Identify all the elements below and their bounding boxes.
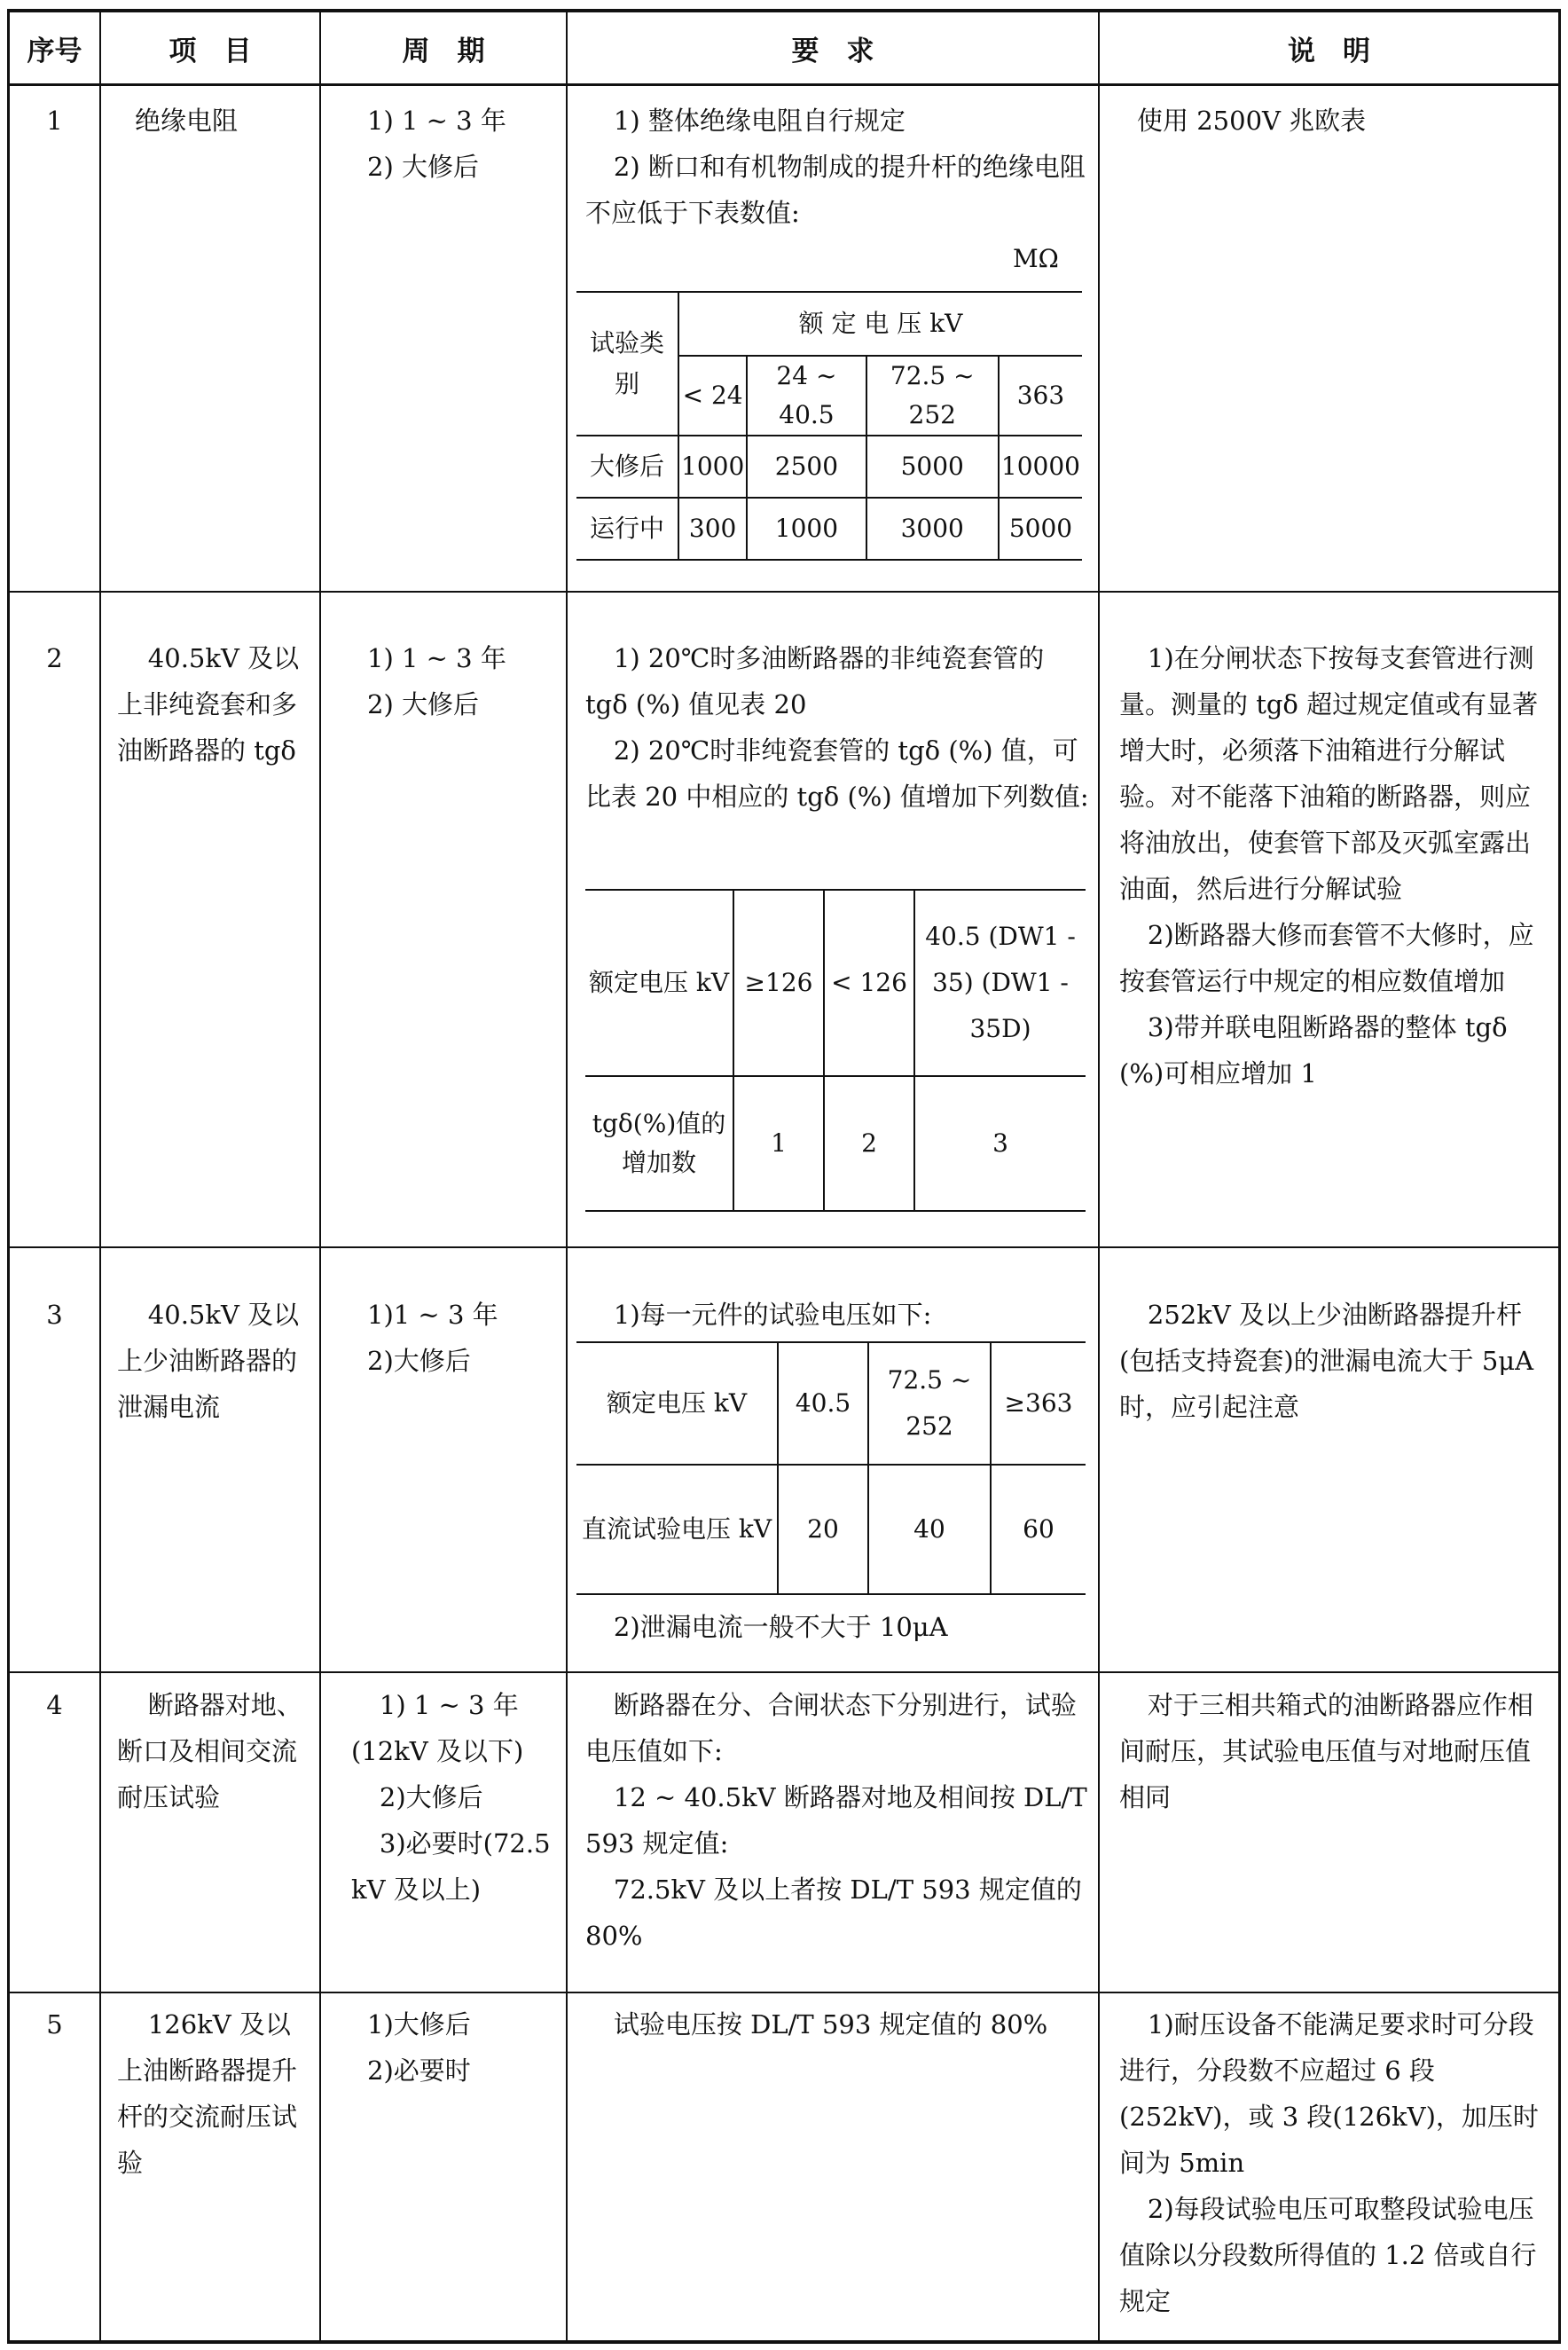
row-period	[367, 635, 562, 727]
row-requirement	[585, 1682, 1091, 1959]
period-line: 3)必要时(72.5 kV 及以上)	[351, 1828, 551, 1905]
table-row-label: 直流试验电压 kV	[576, 1465, 778, 1594]
row-note	[1119, 2001, 1552, 2324]
row-requirement-extra	[585, 1604, 1091, 1650]
table-col-header: ≥126	[733, 890, 824, 1076]
table-cell: 20	[778, 1465, 868, 1594]
table-row-label: 额定电压 kV	[576, 1342, 778, 1465]
table-row-label: 大修后	[576, 436, 678, 498]
table-bottom-border	[7, 2340, 1561, 2344]
table-col-header: 72.5 ~ 252	[866, 356, 999, 436]
row-divider	[7, 1992, 1561, 1993]
table-cell: 5000	[999, 498, 1082, 560]
column-divider	[566, 9, 568, 2344]
table-head-left: 试验类别	[576, 292, 678, 436]
table-cell: 40	[868, 1465, 991, 1594]
table-cell: 10000	[999, 436, 1082, 498]
row-seq: 5	[46, 2009, 63, 2040]
period-line: 1) 1 ~ 3 年 (12kV 及以下)	[351, 1690, 524, 1766]
table-cell: 3000	[866, 498, 999, 560]
tgdelta-increase-table	[585, 889, 1086, 1212]
row-seq: 3	[46, 1300, 63, 1330]
header-seq: 序号	[27, 35, 82, 67]
table-unit: MΩ	[1013, 244, 1059, 273]
period-line: 1) 1 ~ 3 年	[367, 106, 506, 136]
table-row-label: tgδ(%)值的增加数	[585, 1076, 733, 1211]
row-seq: 4	[46, 1690, 63, 1720]
row-note: 使用 2500V 兆欧表	[1137, 106, 1367, 136]
requirement-line: 1) 整体绝缘电阻自行规定	[613, 106, 906, 136]
table-col-header: ≥363	[991, 1342, 1086, 1465]
requirement-line: 1) 20℃时多油断路器的非纯瓷套管的 tgδ (%) 值见表 20	[585, 643, 1045, 719]
period-line: 1) 1 ~ 3 年	[367, 643, 506, 673]
row-item: 40.5kV 及以上非纯瓷套和多油断路器的 tgδ	[117, 643, 300, 766]
requirement-line: 断路器在分、合闸状态下分别进行，试验电压值如下:	[585, 1690, 1077, 1766]
insulation-resistance-table	[576, 291, 1082, 561]
table-cell: 1000	[747, 498, 866, 560]
header-requirement: 要 求	[791, 35, 874, 67]
table-cell: 2	[824, 1076, 914, 1211]
column-divider	[319, 9, 321, 2344]
table-cell: 3	[914, 1076, 1086, 1211]
row-item: 断路器对地、断口及相间交流耐压试验	[117, 1690, 302, 1812]
header-note: 说 明	[1288, 35, 1370, 67]
row-requirement	[585, 2001, 1091, 2047]
row-item: 绝缘电阻	[135, 106, 239, 136]
period-line: 2) 大修后	[367, 152, 479, 182]
requirement-line: 2) 断口和有机物制成的提升杆的绝缘电阻不应低于下表数值:	[585, 152, 1086, 228]
note-line: 1)在分闸状态下按每支套管进行测量。测量的 tgδ 超过规定值或有显著增大时，必须落下油箱进行分解试验。对不能落下油箱的断路器，则应将油放出，使套管下部及灭弧室露出油面，然后进行分解试验	[1119, 643, 1539, 904]
table-row-label: 额定电压 kV	[585, 890, 733, 1076]
note-line: 1)耐压设备不能满足要求时可分段进行，分段数不应超过 6 段(252kV)，或 3 段(126kV)，加压时间为 5min	[1119, 2009, 1539, 2178]
row-period	[367, 1292, 562, 1384]
table-col-header: 40.5	[778, 1342, 868, 1465]
header-period: 周 期	[402, 35, 485, 67]
period-line: 2)大修后	[367, 1346, 471, 1376]
row-requirement	[585, 1292, 1091, 1338]
period-line: 2)大修后	[379, 1782, 483, 1812]
row-divider	[7, 591, 1561, 593]
requirement-line: 12 ~ 40.5kV 断路器对地及相间按 DL/T 593 规定值:	[585, 1782, 1087, 1859]
period-line: 1)1 ~ 3 年	[367, 1300, 498, 1330]
requirement-line: 2)泄漏电流一般不大于 10μA	[613, 1612, 948, 1642]
row-item: 126kV 及以上油断路器提升杆的交流耐压试验	[117, 2009, 298, 2178]
table-col-header: 40.5 (DW1 - 35) (DW1 - 35D)	[914, 890, 1086, 1076]
period-line: 1)大修后	[367, 2009, 471, 2040]
header-bottom-border	[7, 83, 1561, 86]
table-cell: 300	[678, 498, 747, 560]
column-divider	[7, 9, 10, 2344]
row-note	[1119, 635, 1552, 1096]
row-requirement	[585, 98, 1091, 236]
requirement-line: 72.5kV 及以上者按 DL/T 593 规定值的 80%	[585, 1874, 1082, 1951]
table-col-header: < 24	[678, 356, 747, 436]
period-line: 2) 大修后	[367, 689, 479, 719]
row-requirement	[585, 635, 1091, 820]
requirement-line: 2) 20℃时非纯瓷套管的 tgδ (%) 值，可比表 20 中相应的 tgδ (%) 值增加下列数值:	[585, 735, 1089, 812]
column-divider	[1098, 9, 1100, 2344]
row-seq: 1	[46, 106, 63, 136]
leakage-voltage-table	[576, 1341, 1086, 1595]
row-divider	[7, 1246, 1561, 1248]
row-period	[367, 2001, 562, 2094]
table-col-header: 72.5 ~ 252	[868, 1342, 991, 1465]
note-line: 对于三相共箱式的油断路器应作相间耐压，其试验电压值与对地耐压值相同	[1119, 1690, 1533, 1812]
table-cell: 1000	[678, 436, 747, 498]
row-note	[1119, 1292, 1552, 1430]
table-cell: 60	[991, 1465, 1086, 1594]
table-row-label: 运行中	[576, 498, 678, 560]
row-period	[351, 1682, 561, 1913]
row-item: 40.5kV 及以上少油断路器的泄漏电流	[117, 1300, 300, 1422]
table-col-header: 363	[999, 356, 1082, 436]
note-line: 252kV 及以上少油断路器提升杆(包括支持瓷套)的泄漏电流大于 5μA 时，应引起注意	[1119, 1300, 1534, 1422]
table-col-header: < 126	[824, 890, 914, 1076]
column-divider	[99, 9, 101, 2344]
column-divider	[1558, 9, 1561, 2344]
header-item: 项 目	[169, 35, 252, 67]
row-note	[1119, 1682, 1552, 1820]
table-cell: 1	[733, 1076, 824, 1211]
requirement-line: 1)每一元件的试验电压如下:	[613, 1300, 932, 1330]
row-divider	[7, 1671, 1561, 1673]
requirement-line: 试验电压按 DL/T 593 规定值的 80%	[613, 2009, 1048, 2040]
table-cell: 2500	[747, 436, 866, 498]
row-period	[367, 98, 562, 190]
row-seq: 2	[46, 643, 63, 673]
table-col-header: 24 ~ 40.5	[747, 356, 866, 436]
note-line: 2)断路器大修而套管不大修时，应按套管运行中规定的相应数值增加	[1119, 920, 1534, 996]
note-line: 3)带并联电阻断路器的整体 tgδ (%)可相应增加 1	[1119, 1012, 1508, 1089]
note-line: 2)每段试验电压可取整段试验电压值除以分段数所得值的 1.2 倍或自行规定	[1119, 2194, 1537, 2316]
table-cell: 5000	[866, 436, 999, 498]
table-head-span: 额 定 电 压 kV	[678, 292, 1082, 356]
period-line: 2)必要时	[367, 2055, 471, 2086]
